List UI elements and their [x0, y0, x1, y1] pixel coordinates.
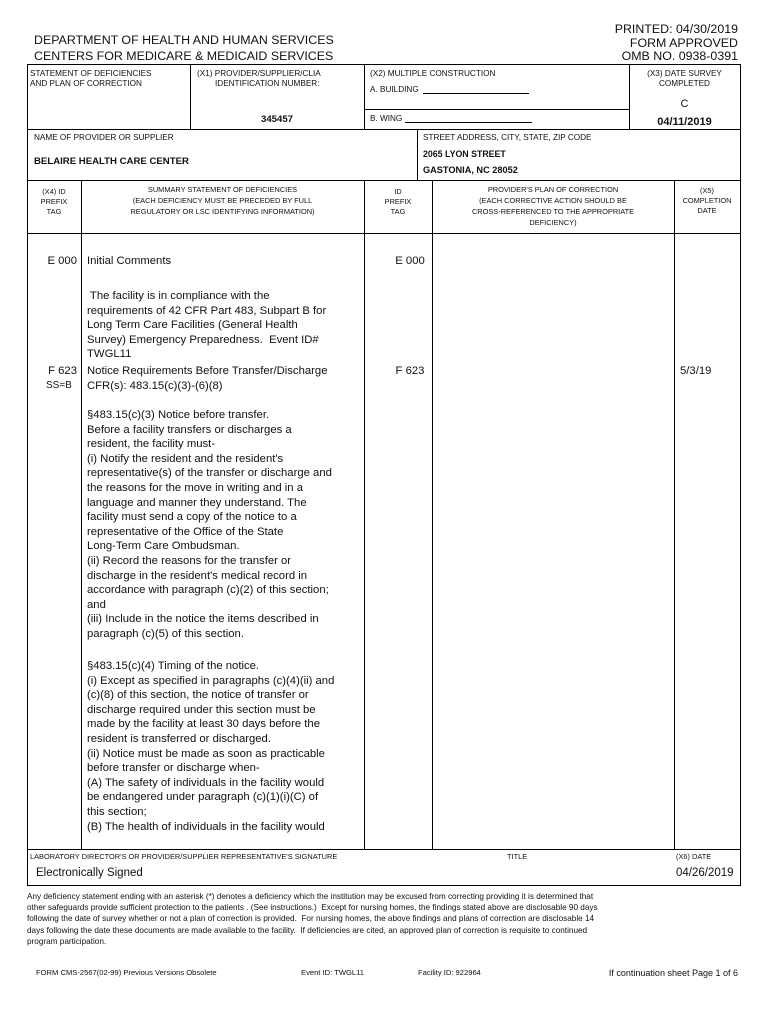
x4-header-2: PREFIX: [40, 197, 68, 206]
plan-header-3: CROSS-REFERENCED TO THE APPROPRIATE: [471, 207, 635, 216]
survey-completed-date: 04/11/2019: [657, 116, 712, 128]
id-header-3: TAG: [390, 207, 406, 216]
survey-code: C: [680, 98, 689, 110]
department-name: DEPARTMENT OF HEALTH AND HUMAN SERVICES: [34, 33, 334, 47]
x2-label: (X2) MULTIPLE CONSTRUCTION: [370, 69, 496, 78]
x1-label-2: IDENTIFICATION NUMBER:: [215, 79, 320, 88]
scope-severity: SS=B: [46, 380, 72, 391]
id-header-1: ID: [394, 187, 402, 196]
signature-date: 04/26/2019: [676, 867, 734, 879]
building-label: A. BUILDING: [370, 85, 419, 94]
tag-f623-right: F 623: [395, 365, 425, 377]
form-number: FORM CMS-2567(02-99) Previous Versions Obsolete: [36, 968, 217, 977]
x6-date-label: (X6) DATE: [676, 852, 712, 861]
f623-title: Notice Requirements Before Transfer/Discharge CFR(s): 483.15(c)(3)-(6)(8): [87, 365, 328, 392]
tag-e000-left: E 000: [47, 255, 77, 267]
form-approved: FORM APPROVED: [629, 36, 738, 50]
omb-number: OMB NO. 0938-0391: [621, 49, 738, 63]
x3-label-2: COMPLETED: [659, 79, 710, 88]
tag-f623-left: F 623: [48, 365, 77, 377]
x3-label-1: (X3) DATE SURVEY: [647, 69, 722, 78]
address-label: STREET ADDRESS, CITY, STATE, ZIP CODE: [423, 133, 592, 142]
summary-header-2: (EACH DEFICIENCY MUST BE PRECEDED BY FULL: [132, 196, 313, 205]
statement-label-2: AND PLAN OF CORRECTION: [30, 79, 142, 88]
tag-e000-right: E 000: [395, 255, 425, 267]
x5-header-2: COMPLETION: [682, 196, 732, 205]
completion-date: 5/3/19: [680, 365, 712, 377]
title-label: TITLE: [507, 852, 528, 861]
disclaimer-text: Any deficiency statement ending with an asterisk (*) denotes a deficiency which the institution may be excused from correcting providing it is determined that other safeguards provide sufficient protection to the patients . (See instructions.) Except for nursing homes, the findings stated above are disclosable 90 days following the date of survey whether or not a plan of correction is provided. For nursing homes, the above findings and plans of correction are disclosable 14 days following the date these documents are made available to the facility. If deficiencies are cited, an approved plan of correction is requisite to continued program participation.: [27, 892, 598, 946]
event-id: Event ID: TWGL11: [301, 968, 365, 977]
city-state-zip: GASTONIA, NC 28052: [423, 165, 518, 175]
plan-header-1: PROVIDER'S PLAN OF CORRECTION: [487, 185, 619, 194]
centers-name: CENTERS FOR MEDICARE & MEDICAID SERVICES: [34, 49, 334, 63]
summary-header-3: REGULATORY OR LSC IDENTIFYING INFORMATION): [130, 207, 315, 216]
street-address: 2065 LYON STREET: [423, 149, 506, 159]
x1-label-1: (X1) PROVIDER/SUPPLIER/CLIA: [197, 69, 321, 78]
initial-comments-title: Initial Comments: [87, 255, 172, 267]
signature-label: LABORATORY DIRECTOR'S OR PROVIDER/SUPPLIER REPRESENTATIVE'S SIGNATURE: [30, 852, 338, 861]
wing-field: [405, 122, 532, 123]
printed-date: PRINTED: 04/30/2019: [614, 22, 738, 36]
page-indicator: If continuation sheet Page 1 of 6: [608, 968, 738, 978]
notice-before-transfer-text: §483.15(c)(3) Notice before transfer. Before a facility transfers or discharges a resident, the facility must- (i) Notify the resident and the resident's representative(s) of the transfer or discharge and the reasons for the move in writing and in a language and manner they understand. The facility must send a copy of the notice to a representative of the Office of the State Long-Term Care Ombudsman. (ii) Record the reasons for the transfer or discharge in the resident's medical record in accordance with paragraph (c)(2) of this section; and (iii) Include in the notice the items described in paragraph (c)(5) of this section.: [87, 409, 332, 640]
summary-header-1: SUMMARY STATEMENT OF DEFICIENCIES: [147, 185, 298, 194]
x5-header-1: (X5): [700, 186, 714, 195]
provider-name-label: NAME OF PROVIDER OR SUPPLIER: [34, 133, 174, 142]
signature-value: Electronically Signed: [36, 867, 143, 879]
plan-header-2: (EACH CORRECTIVE ACTION SHOULD BE: [479, 196, 627, 205]
x5-header-3: DATE: [697, 206, 717, 215]
provider-name: BELAIRE HEALTH CARE CENTER: [34, 156, 189, 167]
plan-header-4: DEFICIENCY): [529, 218, 577, 227]
timing-of-notice-text: §483.15(c)(4) Timing of the notice. (i) Except as specified in paragraphs (c)(4)(ii) and (c)(8) of this section, the notice of transfer or discharge required under this section must be made by the facility at least 30 days before the resident is transferred or discharged. (ii) Notice must be made as soon as practicable before transfer or discharge when- (A) The safety of individuals in the facility would be endangered under paragraph (c)(1)(i)(C) of this section; (B) The health of individuals in the facility would: [87, 660, 335, 833]
facility-id: Facility ID: 922964: [418, 968, 481, 977]
id-header-2: PREFIX: [384, 197, 412, 206]
compliance-statement: The facility is in compliance with the requirements of 42 CFR Part 483, Subpart B for Long Term Care Facilities (General Health Survey) Emergency Preparedness. Event ID# TWGL11: [87, 290, 327, 361]
wing-label: B. WING: [370, 114, 403, 123]
statement-label-1: STATEMENT OF DEFICIENCIES: [30, 69, 152, 78]
building-field: [423, 93, 529, 94]
provider-id-number: 345457: [260, 114, 293, 125]
x4-header-1: (X4) ID: [42, 187, 66, 196]
x4-header-3: TAG: [46, 207, 62, 216]
